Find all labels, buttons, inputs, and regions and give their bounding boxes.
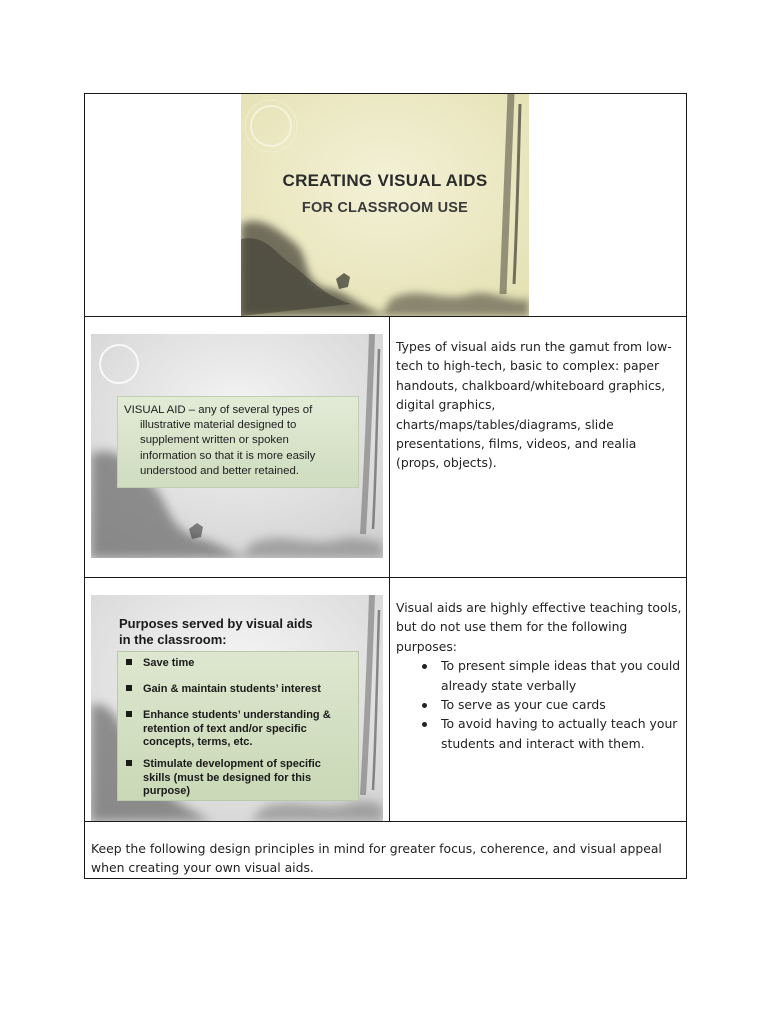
list-item <box>441 714 682 753</box>
definition-text <box>124 403 354 479</box>
bullet-icon <box>422 664 427 669</box>
list-item <box>441 656 682 695</box>
content-table <box>84 93 687 879</box>
square-bullet-icon <box>126 659 132 665</box>
purposes-text <box>396 598 682 753</box>
design-principles-cell <box>85 822 687 879</box>
list-item-text: To avoid having to actually teach your students and interact with them. <box>441 716 678 751</box>
title-slide-cell <box>85 94 687 317</box>
list-item <box>126 758 321 798</box>
square-bullet-icon <box>126 711 132 717</box>
purposes-title <box>119 616 313 648</box>
design-principles-text: Keep the following design principles in mind for greater focus, coherence, and visual appeal when creating your own visual aids. <box>91 841 662 876</box>
purposes-slide-cell <box>85 578 390 822</box>
title-slide-image <box>241 94 529 316</box>
purposes-bullet-list <box>396 656 682 753</box>
slide-subtitle: FOR CLASSROOM USE <box>301 200 469 216</box>
purposes-intro: Visual aids are highly effective teaching tools, but do not use them for the following purposes: <box>396 600 682 654</box>
square-bullet-icon <box>126 685 132 691</box>
list-item <box>126 709 331 749</box>
definition-slide-cell <box>85 317 390 578</box>
purposes-title-line: in the classroom: <box>119 632 227 647</box>
purposes-text-cell <box>390 578 687 822</box>
list-item <box>126 657 195 671</box>
square-bullet-icon <box>126 760 132 766</box>
list-item-text: Stimulate development of specific skills (must be designed for this purpose) <box>143 758 321 798</box>
definition-box <box>117 396 359 488</box>
types-text-cell <box>390 317 687 578</box>
purposes-list-box <box>117 651 359 801</box>
slide-title: CREATING VISUAL AIDS <box>282 171 488 190</box>
list-item-text: To serve as your cue cards <box>441 697 606 713</box>
list-item <box>441 695 682 714</box>
purposes-title-line: Purposes served by visual aids <box>119 616 313 631</box>
bullet-icon <box>422 703 427 708</box>
definition-line: information so that it is more easily <box>140 449 316 462</box>
definition-line: VISUAL AID – any of several types of <box>124 404 313 416</box>
bullet-icon <box>422 722 427 727</box>
list-item-text: Enhance students’ understanding & retention of text and/or specific concepts, terms, etc. <box>143 709 331 749</box>
list-item-text: To present simple ideas that you could already state verbally <box>441 658 681 693</box>
list-item-text: Save time <box>143 657 195 669</box>
list-item-text: Gain & maintain students’ interest <box>143 683 321 695</box>
definition-line: understood and better retained. <box>140 464 299 477</box>
purposes-slide-image <box>91 595 383 821</box>
list-item <box>126 683 321 697</box>
definition-line: supplement written or spoken <box>140 434 289 447</box>
types-paragraph: Types of visual aids run the gamut from low-tech to high-tech, basic to complex: paper handouts, chalkboard/whiteboard graphics, digital graphics, charts/maps/tables/diagrams, slide presentations, films, videos, and realia (props, objects). <box>396 339 672 471</box>
definition-line: illustrative material designed to <box>140 419 297 432</box>
definition-slide-image <box>91 334 383 558</box>
